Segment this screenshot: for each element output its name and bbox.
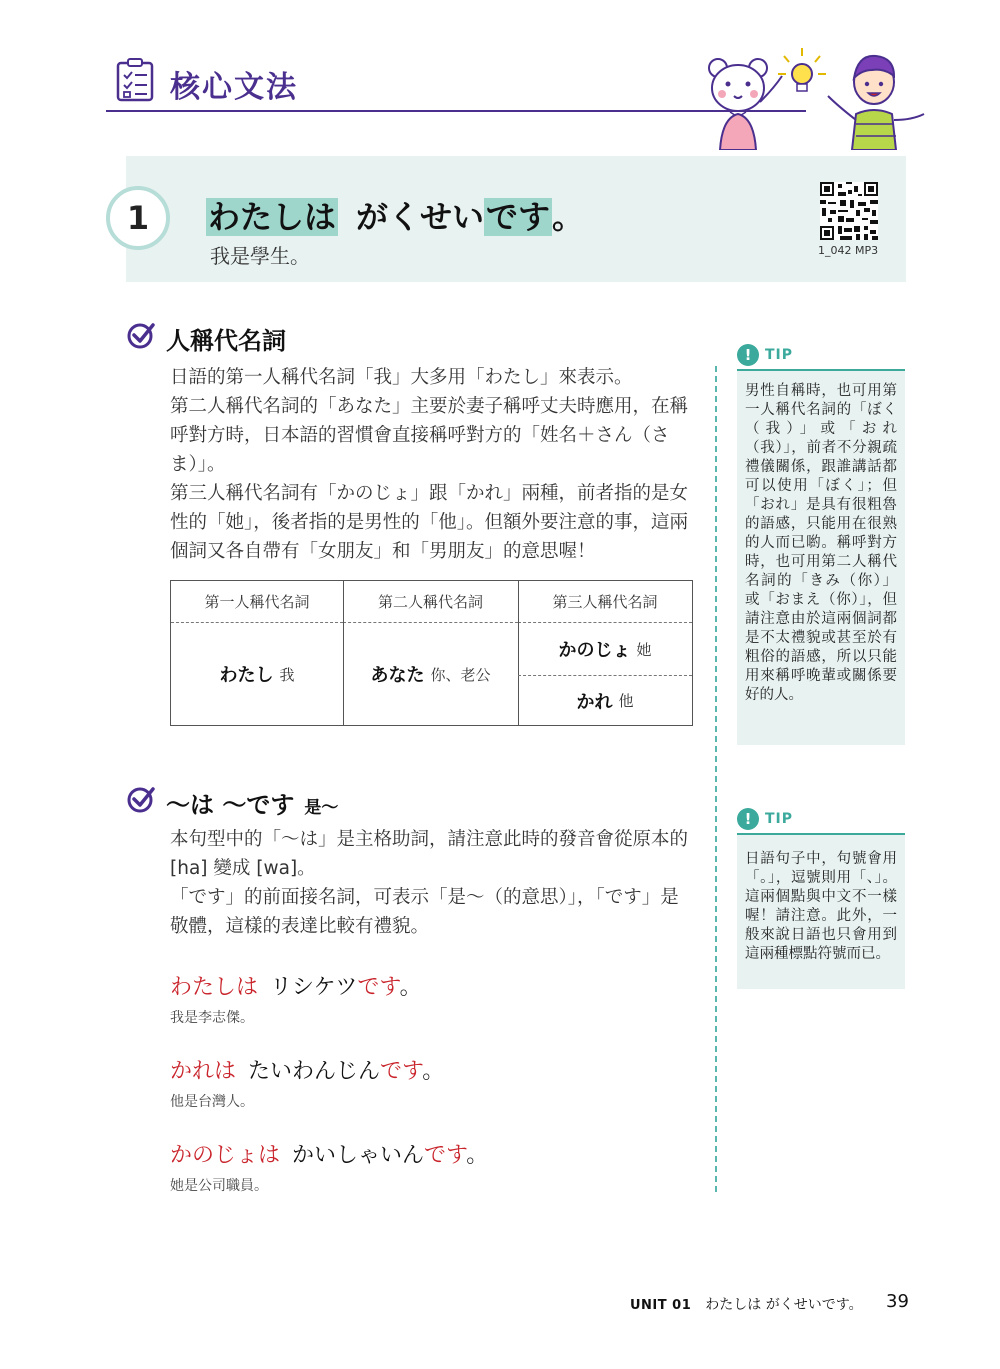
topic-title-copula <box>166 785 338 820</box>
example-period: 。 <box>466 1143 489 1168</box>
example-subject: かのじょは <box>170 1143 281 1168</box>
example-period: 。 <box>422 1059 445 1084</box>
example-3 <box>170 1138 488 1195</box>
pronoun-explanation <box>170 363 695 566</box>
qr-code-icon[interactable] <box>820 182 878 240</box>
sentence-period: 。 <box>552 198 585 236</box>
example-1 <box>170 970 422 1027</box>
topic-title-note: 是～ <box>304 798 339 818</box>
table-cell-third-person-male <box>518 676 692 725</box>
example-2 <box>170 1054 444 1111</box>
pronoun-zh: 她 <box>636 640 652 659</box>
table-header-second-person: 第二人稱代名詞 <box>343 581 518 623</box>
table-cell-second-person <box>343 623 518 725</box>
example-sentence <box>170 970 422 1001</box>
tip-text: 男性自稱時，也可用第一人稱代名詞的「ぼく（我）」或「おれ（我）」，前者不分親疏禮儀關係，跟誰講話都可以使用「ぼく」；但「おれ」是具有很粗魯的語感，只能用在很熟的人而已喲。稱呼對方時，也可用第二人稱代名詞的「きみ（你）」或「おまえ（你）」，但請注意由於這兩個詞都是不太禮貌或甚至於有粗俗的語感，所以只能用來稱呼晚輩或關係要好的人。 <box>737 371 905 745</box>
paragraph: 「です」的前面接名詞，可表示「是～（的意思）」，「です」是敬體，這樣的表達比較有禮貌。 <box>170 887 679 937</box>
audio-track-label: 1_042 MP3 <box>818 244 879 257</box>
pronoun-table <box>170 580 693 726</box>
page-title: 核心文法 <box>170 70 298 105</box>
tip-box-pronouns <box>737 344 905 745</box>
paragraph: 第三人稱代名詞有「かのじょ」跟「かれ」兩種，前者指的是女性的「她」，後者指的是男性的「他」。但額外要注意的事，這兩個詞又各自帶有「女朋友」和「男朋友」的意思喔！ <box>170 483 689 562</box>
pronoun-jp: わたし <box>219 665 274 686</box>
column-divider <box>715 366 717 1192</box>
copula-explanation <box>170 825 695 941</box>
example-copula: です <box>424 1143 467 1168</box>
example-noun: リシケツ <box>270 975 358 1000</box>
paragraph: 第二人稱代名詞的「あなた」主要於妻子稱呼丈夫時應用，在稱呼對方時，日本語的習慣會直接稱呼對方的「姓名＋さん（さま）」。 <box>170 396 689 475</box>
check-circle-icon <box>126 320 156 350</box>
example-sentence <box>170 1054 444 1085</box>
pronoun-jp: かのじょ <box>558 640 631 661</box>
exclamation-icon: ! <box>737 808 759 830</box>
table-header-first-person: 第一人稱代名詞 <box>171 581 343 623</box>
footer-title: わたしは がくせいです。 <box>705 1297 863 1313</box>
exclamation-icon: ! <box>737 344 759 366</box>
pronoun-zh: 你、老公 <box>430 665 491 684</box>
unit-label: UNIT 01 <box>630 1298 692 1313</box>
example-translation: 我是李志傑。 <box>170 1010 254 1026</box>
example-period: 。 <box>399 975 422 1000</box>
sentence-highlight-copula: です <box>486 198 551 236</box>
tip-box-punctuation <box>737 808 905 989</box>
sentence-noun: がくせい <box>356 198 485 236</box>
pronoun-zh: 他 <box>618 692 634 710</box>
sentence-highlight-subject: わたしは <box>208 198 337 236</box>
example-copula: です <box>357 975 400 1000</box>
checklist-icon <box>116 58 154 102</box>
example-subject: かれは <box>170 1059 237 1084</box>
example-copula: です <box>380 1059 423 1084</box>
tip-header <box>737 344 905 366</box>
running-footer <box>630 1294 863 1314</box>
mascot-illustration <box>690 40 930 150</box>
page-number: 39 <box>886 1291 909 1312</box>
check-circle-icon <box>126 784 156 814</box>
section-number: 1 <box>106 186 170 250</box>
example-subject: わたしは <box>170 975 259 1000</box>
paragraph: 本句型中的「～は」是主格助詞，請注意此時的發音會從原本的 [ha] 變成 [wa]。 <box>170 829 689 879</box>
key-sentence <box>206 192 584 238</box>
paragraph: 日語的第一人稱代名詞「我」大多用「わたし」來表示。 <box>170 367 633 388</box>
example-noun: たいわんじん <box>248 1059 381 1084</box>
table-cell-third-person-female <box>518 623 692 675</box>
pronoun-jp: あなた <box>370 665 425 686</box>
topic-title-pronouns: 人稱代名詞 <box>166 327 286 355</box>
tip-text: 日語句子中，句號會用「。」，逗號則用「、」。這兩個點與中文不一樣喔！請注意。此外，一般來說日語也只會用到這兩種標點符號而已。 <box>737 835 905 989</box>
sentence-translation: 我是學生。 <box>210 244 310 268</box>
example-translation: 他是台灣人。 <box>170 1094 254 1110</box>
example-translation: 她是公司職員。 <box>170 1178 268 1194</box>
example-noun: かいしゃいん <box>292 1143 425 1168</box>
tip-header <box>737 808 905 830</box>
example-sentence <box>170 1138 488 1169</box>
pronoun-jp: かれ <box>576 691 613 713</box>
topic-title-text: ～は ～です <box>166 791 295 819</box>
table-cell-first-person <box>171 623 343 725</box>
table-header-third-person: 第三人稱代名詞 <box>518 581 692 623</box>
tip-label: TIP <box>765 811 794 827</box>
tip-label: TIP <box>765 347 794 363</box>
pronoun-zh: 我 <box>279 665 295 684</box>
